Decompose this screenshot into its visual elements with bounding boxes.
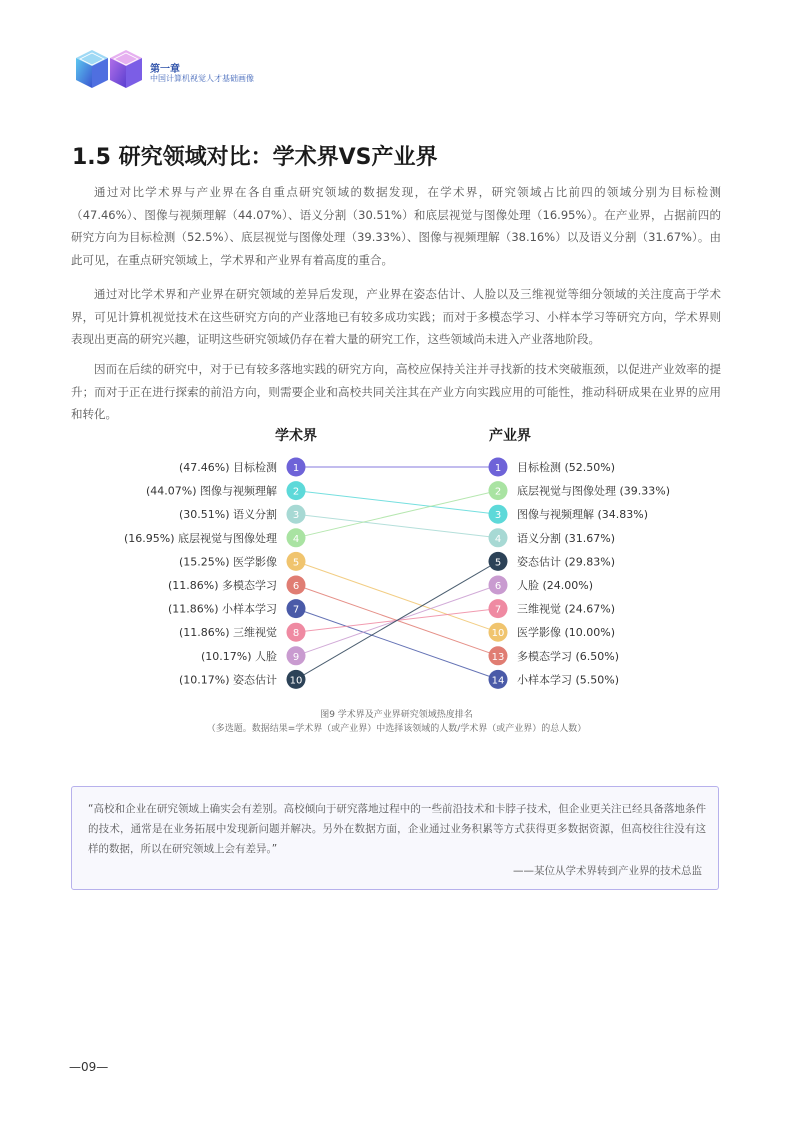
right-rank-number: 5 (494, 557, 502, 569)
right-rank-label: 图像与视频理解 (34.83%) (517, 508, 649, 522)
right-rank-number: 4 (494, 533, 502, 545)
quote-text: “高校和企业在研究领域上确实会有差别。高校倾向于研究落地过程中的一些前沿技术和卡脖子技术，但企业更关注已经具备落地条件的技术，通常是在业务拓展中发现新问题并解决。另外在数据方面，企业通过业务积累等方式获得更多数据资源，但高校往往没有这样的数据，所以在研究领域上会有差异。” (88, 803, 706, 855)
right-rank-number: 1 (494, 463, 502, 474)
connector-line (296, 491, 498, 538)
right-rank-label: 三维视觉 (24.67%) (517, 602, 616, 616)
section-title: 1.5 研究领域对比：学术界VS产业界 (72, 145, 438, 170)
left-rank-label: (15.25%) 医学影像 (178, 555, 277, 569)
right-column-title: 产业界 (489, 428, 531, 444)
connector-line (296, 561, 498, 632)
paragraph-3: 因而在后续的研究中，对于已有较多落地实践的研究方向，高校应保持关注并寻找新的技术突破瓶颈，以促进产业效率的提升；而对于正在进行探索的前沿方向，则需要企业和高校共同关注其在产业方向实践应用的可能性，推动科研成果在业界的应用和转化。 (71, 362, 721, 421)
left-rank-number: 5 (292, 557, 300, 569)
cube-logo-icon (72, 44, 150, 94)
right-rank-number: 13 (491, 651, 505, 663)
left-rank-label: (10.17%) 人脸 (200, 649, 277, 663)
left-rank-number: 2 (292, 486, 300, 498)
left-column-title: 学术界 (275, 428, 317, 444)
right-rank-label: 多模态学习 (6.50%) (517, 649, 620, 663)
left-rank-number: 9 (292, 651, 300, 663)
quote-box (71, 786, 719, 890)
left-rank-number: 4 (292, 533, 300, 545)
quote-author: ——某位从学术界转到产业界的技术总监 (513, 865, 702, 877)
chapter-label: 第一章 (150, 64, 180, 75)
page-number: —09— (69, 1060, 109, 1074)
chapter-subtitle: 中国计算机视觉人才基础画像 (150, 74, 254, 83)
connector-line (296, 561, 498, 679)
left-rank-label: (10.17%) 姿态估计 (178, 673, 277, 687)
connector-line (296, 514, 498, 538)
connector-line (296, 491, 498, 515)
right-rank-number: 14 (491, 675, 505, 687)
right-rank-label: 小样本学习 (5.50%) (517, 673, 620, 687)
ranking-chart (0, 420, 793, 705)
right-rank-number: 7 (494, 604, 502, 616)
right-rank-number: 2 (494, 486, 502, 498)
right-rank-label: 姿态估计 (29.83%) (517, 555, 616, 569)
right-rank-number: 6 (494, 581, 502, 592)
paragraph-1: 通过对比学术界与产业界在各自重点研究领域的数据发现，在学术界，研究领域占比前四的领域分别为目标检测（47.46%）、图像与视频理解（44.07%）、语义分割（30.51%）和底层视觉与图像处理（16.95%）。在产业界，占据前四的研究方向为目标检测（52.5%）、底层视觉与图像处理（39.33%）、图像与视频理解（38.16%）以及语义分割（31.67%）。由此可见，在重点研究领域上，学术界和产业界有着高度的重合。 (71, 185, 721, 267)
left-rank-label: (44.07%) 图像与视频理解 (145, 484, 277, 498)
figure-note: （多选题。数据结果=学术界（或产业界）中选择该领域的人数/学术界（或产业界）的总人数） (206, 724, 587, 734)
left-rank-label: (11.86%) 小样本学习 (167, 602, 277, 616)
connector-line (296, 609, 498, 680)
right-rank-label: 医学影像 (10.00%) (517, 626, 616, 640)
left-rank-number: 10 (289, 675, 303, 687)
left-rank-label: (16.95%) 底层视觉与图像处理 (123, 531, 277, 545)
right-rank-number: 3 (494, 510, 502, 522)
left-rank-number: 7 (292, 604, 300, 616)
left-rank-number: 3 (292, 510, 300, 522)
right-rank-label: 目标检测 (52.50%) (517, 461, 616, 474)
left-rank-label: (47.46%) 目标检测 (178, 461, 277, 474)
left-rank-number: 6 (292, 581, 300, 592)
right-rank-label: 人脸 (24.00%) (517, 579, 594, 592)
left-rank-number: 8 (292, 628, 300, 640)
paragraph-2: 通过对比学术界和产业界在研究领域的差异后发现，产业界在姿态估计、人脸以及三维视觉等细分领域的关注度高于学术界，可见计算机视觉技术在这些研究方向的产业落地已有较多成功实践；而对于多模态学习、小样本学习等研究方向，学术界则表现出更高的研究兴趣，证明这些研究领域仍存在着大量的研究工作，这些领域尚未进入产业落地阶段。 (71, 287, 721, 346)
right-rank-number: 10 (491, 628, 505, 640)
figure-caption: 图9 学术界及产业界研究领域热度排名 (320, 710, 473, 720)
left-rank-label: (30.51%) 语义分割 (178, 508, 277, 522)
left-rank-number: 1 (292, 463, 300, 474)
right-rank-label: 底层视觉与图像处理 (39.33%) (517, 484, 671, 498)
left-rank-label: (11.86%) 三维视觉 (178, 626, 277, 640)
left-rank-label: (11.86%) 多模态学习 (167, 579, 277, 592)
right-rank-label: 语义分割 (31.67%) (517, 531, 616, 545)
